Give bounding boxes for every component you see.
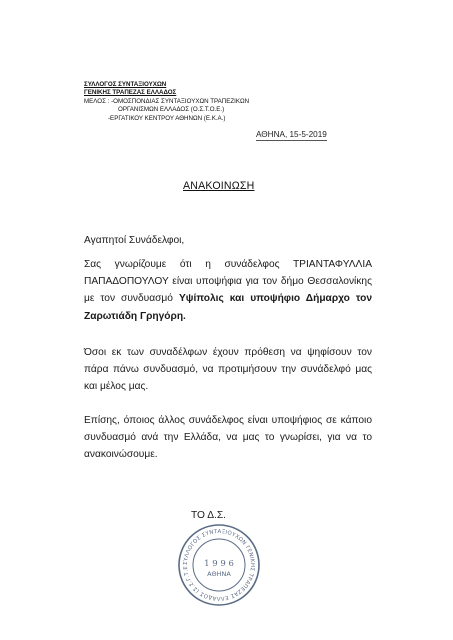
greeting: Αγαπητοί Συνάδελφοι, <box>84 235 185 246</box>
org-name-line2: ΓΕΝΙΚΗΣ ΤΡΑΠΕΖΑΣ ΕΛΛΑΔΟΣ <box>84 89 177 97</box>
letterhead <box>84 81 249 123</box>
membership-line2: ΟΡΓΑΝΙΣΜΩΝ ΕΛΛΑΔΟΣ (Ο.Σ.Τ.Ο.Ε.) <box>118 106 225 114</box>
document-date: ΑΘΗΝΑ, 15-5-2019 <box>256 130 327 139</box>
membership-line3: -ΕΡΓΑΤΙΚΟΥ ΚΕΝΤΡΟΥ ΑΘΗΝΩΝ (Ε.Κ.Α.) <box>108 114 226 122</box>
signature: ΤΟ Δ.Σ. <box>191 510 226 521</box>
paragraph-voting: Όσοι εκ των συναδέλφων έχουν πρόθεση να ψηφίσουν τον πάρα πάνω συνδυασμό, να προτιμήσουν την συνάδελφό μας και μέλος μας. <box>84 347 372 393</box>
paragraph-candidate-text: Σας γνωρίζουμε ότι η συνάδελφος ΤΡΙΑΝΤΑΦΥΛΛΙΑ ΠΑΠΑΔΟΠΟΥΛΟΥ είναι υποψήφια για τον δήμο Θεσσαλονίκης με τον συνδυασμό <box>84 259 372 305</box>
paragraph-other-candidates: Επίσης, όποιος άλλος συνάδελφος είναι υποψήφιος σε κάποιο συνδυασμό ανά την Ελλάδα, να μας το γνωρίσει, για να το ανακοινώσουμε. <box>84 415 372 461</box>
association-stamp <box>176 522 262 608</box>
paragraph-candidate-bold: Υψίπολις και υποψήφιο Δήμαρχο τον Ζαρωτιάδη Γρηγόρη. <box>84 293 372 322</box>
membership-line1: ΜΕΛΟΣ : -ΟΜΟΣΠΟΝΔΙΑΣ ΣΥΝΤΑΞΙΟΥΧΩΝ ΤΡΑΠΕΖΙΚΩΝ <box>84 97 250 105</box>
stamp-ring-text: ΣΥΛΛΟΓΟΣ ΣΥΝΤΑΞΙΟΥΧΩΝ ΓΕΝΙΚΗΣ ΤΡΑΠΕΖΑΣ ΕΛΛΑΔΟΣ (Σ.Σ.Γ.Τ.Ε <box>182 528 256 602</box>
stamp-city: ΑΘΗΝΑ <box>207 570 231 578</box>
stamp-seal-icon <box>176 522 262 608</box>
paragraph-candidate <box>84 256 372 325</box>
stamp-year: 1 9 9 6 <box>204 559 234 569</box>
document-title: ΑΝΑΚΟΙΝΩΣΗ <box>183 180 255 192</box>
org-name-line1: ΣΥΛΛΟΓΟΣ ΣΥΝΤΑΞΙΟΥΧΩΝ <box>84 81 167 88</box>
